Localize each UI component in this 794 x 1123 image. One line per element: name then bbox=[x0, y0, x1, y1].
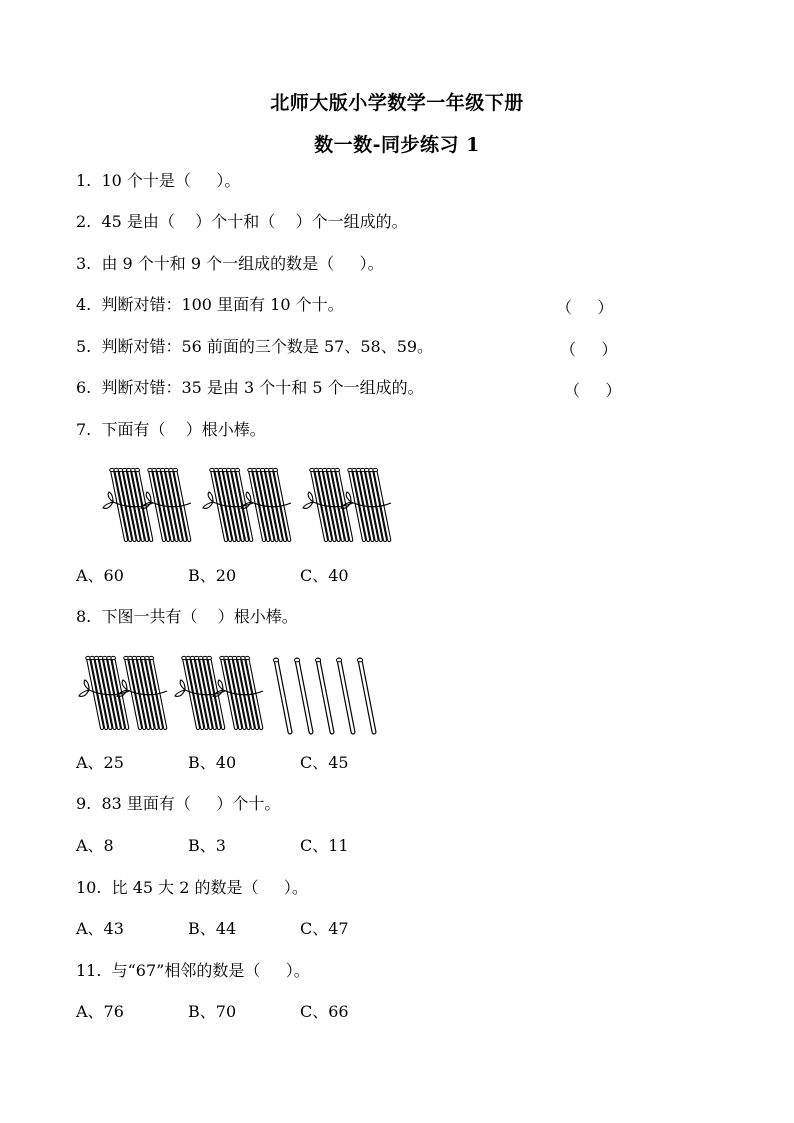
question-11: 11. 与“67”相邻的数是（ ）。 bbox=[76, 961, 310, 980]
single-stick bbox=[273, 658, 290, 732]
question-6-answer-paren: （ ） bbox=[564, 381, 622, 400]
question-5: 5. 判断对错：56 前面的三个数是 57、58、59。 bbox=[76, 337, 434, 356]
question-6: 6. 判断对错：35 是由 3 个十和 5 个一组成的。 bbox=[76, 378, 424, 397]
question-9-option-c: C、11 bbox=[300, 836, 349, 855]
question-9-option-b: B、3 bbox=[188, 836, 226, 855]
question-8: 8. 下图一共有（ ）根小棒。 bbox=[76, 607, 298, 626]
question-10-option-c: C、47 bbox=[300, 919, 349, 938]
question-4: 4. 判断对错：100 里面有 10 个十。 bbox=[76, 295, 344, 314]
question-11-option-a: A、76 bbox=[76, 1002, 124, 1021]
page-title: 北师大版小学数学一年级下册 bbox=[270, 92, 524, 114]
question-7-option-b: B、20 bbox=[188, 566, 237, 585]
question-10-option-a: A、43 bbox=[76, 919, 124, 938]
question-2: 2. 45 是由（ ）个十和（ ）个一组成的。 bbox=[76, 212, 408, 231]
question-8-option-c: C、45 bbox=[300, 753, 349, 772]
question-8-option-a: A、25 bbox=[76, 753, 124, 772]
q7-stick-bundles-figure bbox=[100, 462, 420, 550]
question-7: 7. 下面有（ ）根小棒。 bbox=[76, 420, 266, 439]
page-subtitle: 数一数-同步练习 1 bbox=[314, 134, 480, 156]
question-10-option-b: B、44 bbox=[188, 919, 237, 938]
single-stick bbox=[336, 658, 353, 732]
q8-stick-bundles-figure bbox=[76, 650, 396, 738]
question-9-option-a: A、8 bbox=[76, 836, 114, 855]
question-9: 9. 83 里面有（ ）个十。 bbox=[76, 794, 281, 813]
question-4-answer-paren: （ ） bbox=[556, 298, 614, 317]
question-11-option-b: B、70 bbox=[188, 1002, 237, 1021]
question-8-option-b: B、40 bbox=[188, 753, 237, 772]
question-3: 3. 由 9 个十和 9 个一组成的数是（ ）。 bbox=[76, 254, 384, 273]
question-1: 1. 10 个十是（ ）。 bbox=[76, 171, 241, 190]
question-7-option-a: A、60 bbox=[76, 566, 124, 585]
question-11-option-c: C、66 bbox=[300, 1002, 349, 1021]
question-5-answer-paren: （ ） bbox=[560, 340, 618, 359]
question-10: 10. 比 45 大 2 的数是（ ）。 bbox=[76, 878, 308, 897]
single-stick bbox=[294, 658, 311, 732]
question-7-option-c: C、40 bbox=[300, 566, 349, 585]
single-stick bbox=[315, 658, 332, 732]
single-stick bbox=[357, 658, 374, 732]
